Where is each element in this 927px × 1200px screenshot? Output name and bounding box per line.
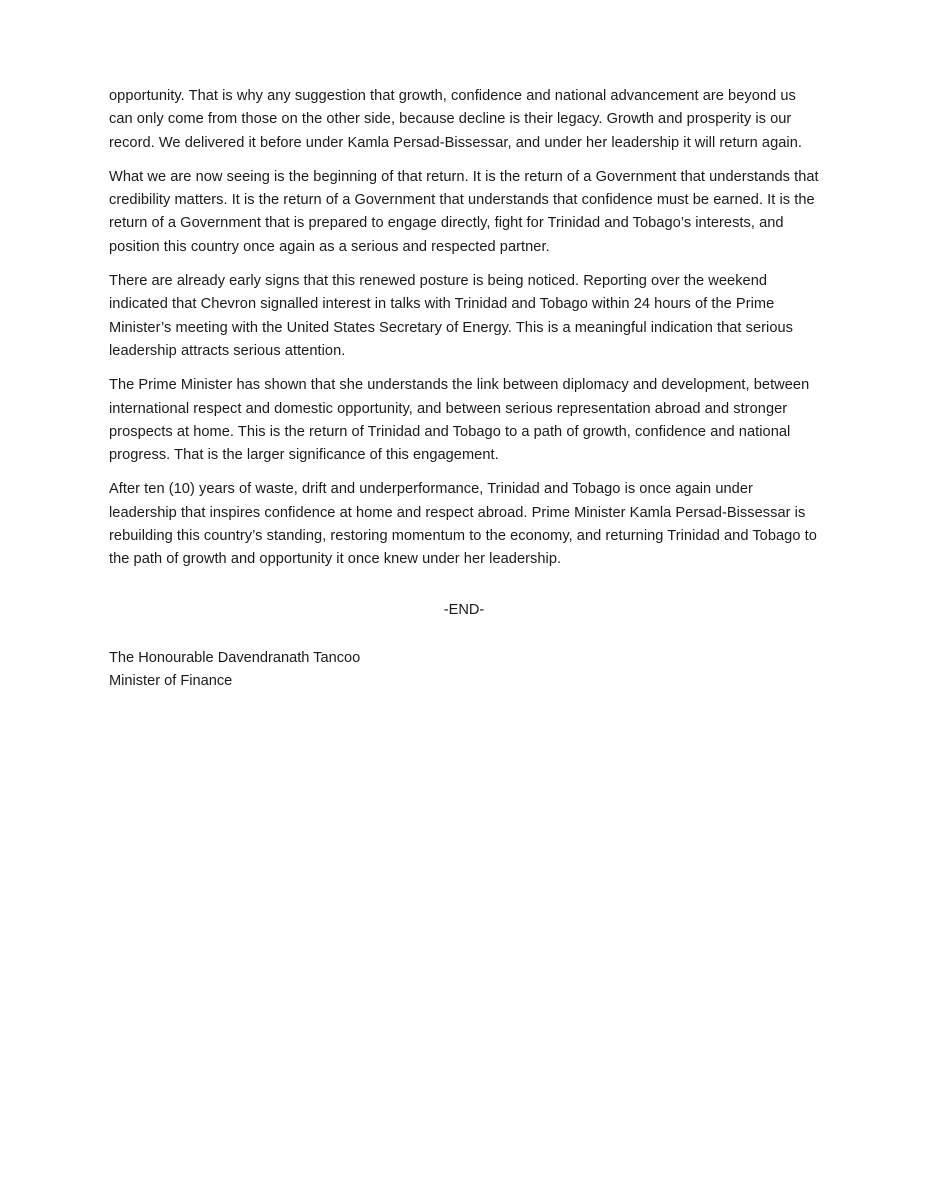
document-body: [109, 85, 819, 693]
signature-block: [109, 647, 819, 693]
paragraph-3: There are already early signs that this renewed posture is being noticed. Reporting over the weekend indicated that Chevron signalled interest in talks with Trinidad and Tobago within 24 hours of the Prime Minister’s meeting with the United States Secretary of Energy. This is a meaningful indication that serious leadership attracts serious attention.: [109, 273, 794, 359]
end-marker: -END-: [443, 601, 485, 618]
paragraph-5: After ten (10) years of waste, drift and underperformance, Trinidad and Tobago is once again under leadership that inspires confidence at home and respect abroad. Prime Minister Kamla Persad-Bissessar is rebuilding this country’s standing, restoring momentum to the economy, and returning Trinidad and Tobago to the path of growth and opportunity it once knew under her leadership.: [109, 481, 817, 568]
paragraph-2: What we are now seeing is the beginning of that return. It is the return of a Government that understands that credibility matters. It is the return of a Government that understands that confidence must be earned. It is the return of a Government that is prepared to engage directly, fight for Trinidad and Tobago’s interests, and position this country once again as a serious and respected partner.: [109, 168, 819, 255]
signatory-title: Minister of Finance: [109, 672, 233, 689]
paragraph-4: The Prime Minister has shown that she understands the link between diplomacy and development, between international respect and domestic opportunity, and between serious representation abroad and stronger prospects at home. This is the return of Trinidad and Tobago to a path of growth, confidence and national progress. That is the larger significance of this engagement.: [109, 377, 810, 464]
signatory-name: The Honourable Davendranath Tancoo: [109, 649, 361, 666]
paragraph-1: opportunity. That is why any suggestion that growth, confidence and national advancement are beyond us can only come from those on the other side, because decline is their legacy. Growth and prosperity is our record. We delivered it before under Kamla Persad-Bissessar, and under her leadership it will return again.: [109, 88, 802, 151]
